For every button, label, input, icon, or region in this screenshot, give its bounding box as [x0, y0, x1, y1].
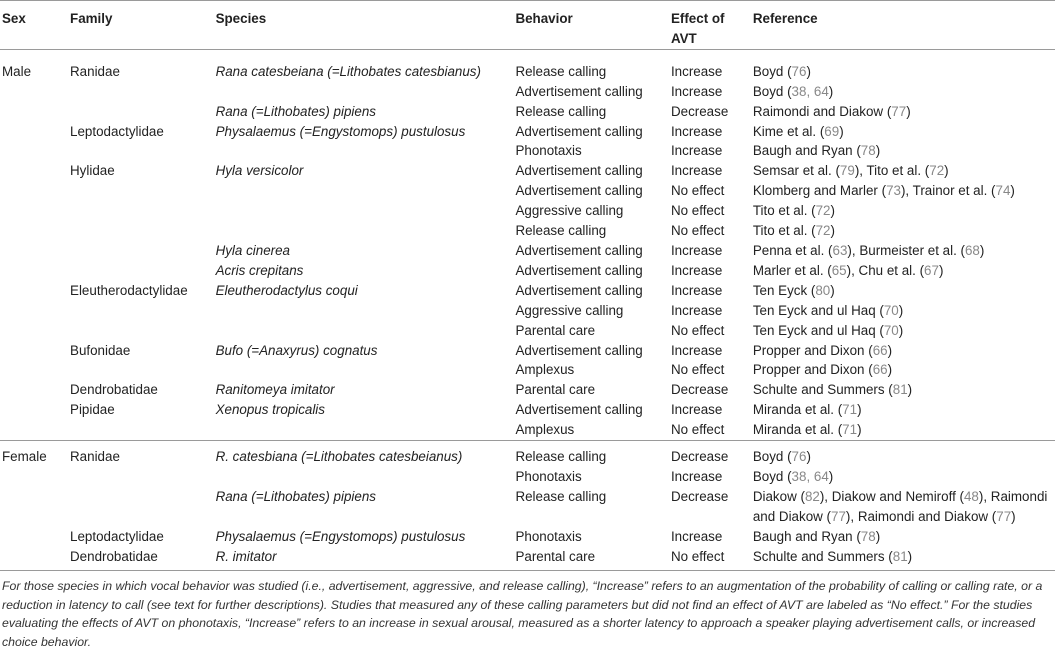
cell-sex: [0, 400, 68, 420]
cell-family: [68, 360, 214, 380]
cell-reference: [751, 441, 1055, 467]
cell-effect: No effect: [670, 183, 725, 199]
cell-family: [68, 420, 214, 440]
cell-sex: [0, 102, 68, 122]
cell-sex: [0, 380, 68, 400]
reference-author: Diakow (: [752, 488, 805, 504]
cell-effect: Increase: [670, 123, 723, 139]
cell-effect: No effect: [670, 362, 725, 378]
cell-sex: [0, 487, 68, 527]
cell-species: [214, 201, 514, 221]
reference-author: Ten Eyck and ul Haq (: [752, 322, 884, 338]
header-species: Species: [215, 11, 267, 26]
cell-family: Eleutherodactylidae: [70, 282, 188, 298]
cell-sex: Female: [2, 449, 47, 465]
reference-number: 77: [891, 103, 907, 119]
cell-sex: Male: [2, 63, 32, 79]
cell-family: [68, 221, 214, 241]
cell-sex: [0, 281, 68, 301]
reference-author: Miranda et al. (: [752, 422, 843, 438]
cell-family: [68, 102, 214, 122]
cell-sex: [0, 341, 68, 361]
reference-author: Ten Eyck and ul Haq (: [752, 302, 884, 318]
cell-reference: [751, 181, 1055, 201]
cell-sex: [0, 122, 68, 142]
cell-reference: [751, 487, 1055, 527]
reference-author: Boyd (: [752, 468, 792, 484]
cell-species: Ranitomeya imitator: [215, 382, 335, 398]
cell-family: Dendrobatidae: [70, 548, 158, 564]
reference-number: 48: [963, 488, 979, 504]
cell-species: Bufo (=Anaxyrus) cognatus: [215, 342, 378, 358]
cell-species: Physalaemus (=Engystomops) pustulosus: [215, 528, 466, 544]
cell-behavior: Advertisement calling: [515, 242, 643, 258]
cell-reference: [751, 201, 1055, 221]
cell-family: [68, 301, 214, 321]
reference-author: Burmeister et al. (: [859, 242, 965, 258]
table-row: [0, 122, 1055, 142]
cell-sex: [0, 161, 68, 181]
cell-effect: Increase: [670, 342, 723, 358]
cell-species: R. catesbiana (=Lithobates catesbeianus): [215, 449, 463, 465]
cell-species: [214, 221, 514, 241]
reference-author: Tito et al. (: [866, 163, 930, 179]
reference-number: 66: [872, 362, 888, 378]
header-effect-line2: AVT: [670, 30, 697, 46]
cell-reference: [751, 321, 1055, 341]
cell-behavior: Phonotaxis: [515, 528, 582, 544]
reference-close: ): [839, 123, 844, 139]
cell-reference: [751, 467, 1055, 487]
table-row: [0, 321, 1055, 341]
cell-behavior: Aggressive calling: [515, 302, 624, 318]
cell-species: [214, 181, 514, 201]
cell-effect: Increase: [670, 468, 723, 484]
cell-species: [214, 141, 514, 161]
reference-close: ): [898, 302, 904, 318]
table-row: [0, 141, 1055, 161]
cell-behavior: Advertisement calling: [515, 262, 643, 278]
reference-number: 71: [842, 422, 858, 438]
cell-effect: Decrease: [670, 382, 729, 398]
header-row: [0, 1, 1055, 50]
reference-author: Boyd (: [752, 63, 792, 79]
cell-behavior: Phonotaxis: [515, 468, 582, 484]
reference-number: 72: [815, 203, 831, 219]
reference-number: 72: [815, 223, 831, 239]
cell-effect: Increase: [670, 163, 723, 179]
cell-behavior: Advertisement calling: [515, 123, 643, 139]
table-row: [0, 49, 1055, 81]
cell-sex: [0, 527, 68, 547]
cell-family: Leptodactylidae: [70, 123, 164, 139]
cell-effect: Increase: [670, 63, 723, 79]
cell-effect: Decrease: [670, 488, 729, 504]
cell-family: [68, 201, 214, 221]
cell-reference: [751, 161, 1055, 181]
reference-close: ): [887, 362, 893, 378]
reference-close: ): [1010, 183, 1015, 199]
table-row: [0, 281, 1055, 301]
table-row: [0, 241, 1055, 261]
reference-author: Chu et al. (: [858, 262, 925, 278]
reference-number: 78: [860, 528, 876, 544]
reference-author: Baugh and Ryan (: [752, 528, 861, 544]
cell-effect: No effect: [670, 203, 725, 219]
cell-reference: [751, 122, 1055, 142]
header-reference: Reference: [752, 11, 818, 26]
table-row: [0, 221, 1055, 241]
cell-reference: [751, 420, 1055, 440]
cell-effect: Increase: [670, 83, 723, 99]
cell-family: [68, 241, 214, 261]
cell-effect: Increase: [670, 282, 723, 298]
cell-species: [214, 467, 514, 487]
cell-behavior: Advertisement calling: [515, 342, 643, 358]
reference-author: Diakow and Nemiroff (: [831, 488, 964, 504]
reference-number: 81: [892, 382, 908, 398]
cell-sex: [0, 420, 68, 440]
reference-close: ): [938, 262, 944, 278]
cell-family: Dendrobatidae: [70, 382, 158, 398]
reference-number: 80: [815, 282, 831, 298]
cell-behavior: Amplexus: [515, 362, 575, 378]
reference-close: ),: [854, 163, 867, 179]
reference-author: Propper and Dixon (: [752, 362, 873, 378]
table-row: [0, 161, 1055, 181]
table-row: [0, 102, 1055, 122]
reference-close: ): [875, 528, 881, 544]
cell-family: [68, 82, 214, 102]
cell-species: Rana catesbeiana (=Lithobates catesbianus): [215, 63, 481, 79]
reference-number: 68: [964, 242, 980, 258]
cell-species: Eleutherodactylus coqui: [215, 282, 358, 298]
reference-close: ),: [978, 488, 991, 504]
reference-close: ): [979, 242, 985, 258]
cell-reference: [751, 281, 1055, 301]
table-row: [0, 181, 1055, 201]
cell-sex: [0, 301, 68, 321]
reference-number: 74: [995, 183, 1011, 199]
cell-effect: No effect: [670, 548, 725, 564]
cell-sex: [0, 241, 68, 261]
cell-behavior: Advertisement calling: [515, 83, 643, 99]
reference-close: ): [828, 83, 834, 99]
reference-number: 82: [804, 488, 820, 504]
header-sex: Sex: [2, 11, 26, 26]
reference-author: Semsar et al. (: [752, 163, 840, 179]
reference-number: 69: [824, 123, 840, 139]
reference-author: Boyd (: [752, 449, 792, 465]
cell-behavior: Release calling: [515, 488, 607, 504]
table-row: [0, 467, 1055, 487]
cell-behavior: Aggressive calling: [515, 203, 624, 219]
cell-reference: [751, 527, 1055, 547]
table-row: [0, 527, 1055, 547]
cell-reference: [751, 261, 1055, 281]
reference-number: 73: [886, 183, 901, 199]
cell-behavior: Release calling: [515, 223, 607, 239]
reference-close: ): [806, 449, 811, 465]
cell-sex: [0, 261, 68, 281]
reference-author: Baugh and Ryan (: [752, 143, 861, 159]
cell-behavior: Parental care: [515, 382, 596, 398]
cell-species: Acris crepitans: [215, 262, 304, 278]
table-row: [0, 547, 1055, 571]
cell-effect: Increase: [670, 302, 723, 318]
cell-behavior: Advertisement calling: [515, 163, 643, 179]
cell-effect: Increase: [670, 143, 723, 159]
header-behavior: Behavior: [515, 11, 573, 26]
header-family: Family: [70, 11, 113, 26]
cell-family: [68, 181, 214, 201]
cell-species: Hyla cinerea: [215, 242, 290, 258]
cell-reference: [751, 380, 1055, 400]
reference-number: 81: [892, 548, 908, 564]
reference-author: Klomberg and Marler (: [752, 183, 887, 199]
reference-close: ): [875, 143, 881, 159]
table-header: [0, 1, 1055, 50]
cell-sex: [0, 141, 68, 161]
reference-number: 71: [842, 402, 858, 418]
reference-number: 67: [924, 262, 939, 278]
cell-family: [68, 321, 214, 341]
table-footnote: For those species in which vocal behavior was studied (i.e., advertisement, aggressive, and release calling), “Increase” refers to an augmentation of the probability of calling or calling rate, or a reduction in latency to call (see text for further descriptions). Studies that measured any of these calling parameters but did not find an effect of AVT are labeled as “No effect.” For the studies evaluating the effects of AVT on phonotaxis, “Increase” refers to an increase in sexual arousal, measured as a shorter latency to approach a speaker playing advertisement calls, or increased choice behavior.: [2, 579, 1043, 649]
reference-number: 79: [839, 163, 855, 179]
reference-close: ): [907, 382, 913, 398]
table-row: [0, 341, 1055, 361]
table-row: [0, 441, 1055, 467]
cell-family: Pipidae: [70, 402, 115, 418]
reference-author: Tito et al. (: [752, 223, 816, 239]
cell-family: Bufonidae: [70, 342, 131, 358]
cell-species: [214, 321, 514, 341]
cell-species: Xenopus tropicalis: [215, 402, 325, 418]
cell-effect: Increase: [670, 262, 723, 278]
header-effect: [669, 1, 751, 50]
cell-family: Ranidae: [70, 449, 120, 465]
cell-family: [68, 141, 214, 161]
reference-close: ): [906, 103, 911, 119]
cell-behavior: Release calling: [515, 449, 607, 465]
cell-sex: [0, 181, 68, 201]
cell-species: Rana (=Lithobates) pipiens: [215, 103, 376, 119]
reference-number: 77: [831, 508, 846, 524]
reference-close: ): [898, 322, 904, 338]
reference-close: ): [830, 282, 835, 298]
table-row: [0, 82, 1055, 102]
table-row: [0, 201, 1055, 221]
reference-close: ): [944, 163, 949, 179]
cell-reference: [751, 360, 1055, 380]
cell-behavior: Advertisement calling: [515, 402, 643, 418]
cell-sex: [0, 201, 68, 221]
cell-sex: [0, 82, 68, 102]
cell-effect: No effect: [670, 422, 725, 438]
reference-author: Raimondi and Diakow (: [752, 488, 1048, 524]
table-row: [0, 420, 1055, 440]
cell-effect: No effect: [670, 223, 725, 239]
female-group: [0, 441, 1055, 571]
cell-reference: [751, 341, 1055, 361]
reference-close: ): [857, 422, 862, 438]
reference-number: 76: [791, 449, 807, 465]
cell-reference: [751, 400, 1055, 420]
cell-reference: [751, 301, 1055, 321]
reference-close: ),: [847, 242, 860, 258]
reference-close: ): [830, 223, 835, 239]
reference-number: 38, 64: [791, 468, 829, 484]
cell-reference: [751, 141, 1055, 161]
reference-close: ): [857, 402, 862, 418]
reference-close: ): [806, 63, 811, 79]
cell-reference: [751, 102, 1055, 122]
cell-species: [214, 301, 514, 321]
table-row: [0, 301, 1055, 321]
cell-reference: [751, 221, 1055, 241]
reference-author: Schulte and Summers (: [752, 548, 893, 564]
cell-species: Hyla versicolor: [215, 163, 304, 179]
cell-family: [68, 487, 214, 527]
cell-behavior: Phonotaxis: [515, 143, 582, 159]
reference-author: Trainor et al. (: [912, 183, 996, 199]
cell-behavior: Advertisement calling: [515, 183, 643, 199]
cell-behavior: Release calling: [515, 63, 607, 79]
cell-reference: [751, 49, 1055, 81]
reference-author: Penna et al. (: [752, 242, 833, 258]
reference-author: Marler et al. (: [752, 262, 832, 278]
cell-sex: [0, 547, 68, 571]
table-row: [0, 380, 1055, 400]
reference-number: 78: [860, 143, 876, 159]
cell-reference: [751, 82, 1055, 102]
cell-species: [214, 360, 514, 380]
reference-number: 70: [883, 302, 899, 318]
reference-author: Kime et al. (: [752, 123, 825, 139]
male-group: [0, 49, 1055, 440]
cell-sex: [0, 321, 68, 341]
reference-close: ): [830, 203, 835, 219]
cell-behavior: Release calling: [515, 103, 607, 119]
cell-effect: Increase: [670, 402, 723, 418]
reference-author: Boyd (: [752, 83, 792, 99]
cell-species: [214, 420, 514, 440]
reference-author: Raimondi and Diakow (: [857, 508, 997, 524]
cell-sex: [0, 467, 68, 487]
reference-close: ): [887, 342, 893, 358]
reference-number: 70: [883, 322, 899, 338]
reference-close: ): [1011, 508, 1016, 524]
header-effect-line1: Effect of: [670, 11, 725, 26]
table-row: [0, 400, 1055, 420]
cell-species: Physalaemus (=Engystomops) pustulosus: [215, 123, 466, 139]
cell-effect: Increase: [670, 528, 723, 544]
reference-author: Ten Eyck (: [752, 282, 816, 298]
cell-sex: [0, 221, 68, 241]
cell-behavior: Parental care: [515, 322, 596, 338]
reference-close: ),: [900, 183, 913, 199]
reference-author: Tito et al. (: [752, 203, 816, 219]
cell-family: [68, 261, 214, 281]
reference-number: 38, 64: [791, 83, 829, 99]
reference-close: ),: [845, 508, 858, 524]
reference-close: ): [907, 548, 913, 564]
cell-reference: [751, 547, 1055, 571]
cell-reference: [751, 241, 1055, 261]
reference-author: Propper and Dixon (: [752, 342, 873, 358]
cell-sex: [0, 360, 68, 380]
cell-family: Hylidae: [70, 163, 115, 179]
cell-family: [68, 467, 214, 487]
reference-number: 63: [832, 242, 848, 258]
cell-species: [214, 82, 514, 102]
cell-effect: Increase: [670, 242, 723, 258]
reference-number: 66: [872, 342, 888, 358]
reference-close: ): [828, 468, 834, 484]
table-row: [0, 487, 1055, 527]
cell-family: Leptodactylidae: [70, 528, 164, 544]
reference-author: Raimondi and Diakow (: [752, 103, 892, 119]
reference-close: ),: [846, 262, 859, 278]
cell-behavior: Amplexus: [515, 422, 575, 438]
reference-author: Miranda et al. (: [752, 402, 843, 418]
cell-behavior: Advertisement calling: [515, 282, 643, 298]
cell-effect: Decrease: [670, 103, 729, 119]
reference-author: Schulte and Summers (: [752, 382, 893, 398]
reference-number: 65: [831, 262, 847, 278]
cell-effect: Decrease: [670, 449, 729, 465]
cell-family: Ranidae: [70, 63, 120, 79]
reference-close: ),: [819, 488, 832, 504]
table-row: [0, 261, 1055, 281]
cell-species: R. imitator: [215, 548, 277, 564]
reference-number: 72: [929, 163, 945, 179]
table-row: [0, 360, 1055, 380]
cell-effect: No effect: [670, 322, 725, 338]
reference-number: 76: [791, 63, 807, 79]
reference-number: 77: [996, 508, 1012, 524]
cell-species: Rana (=Lithobates) pipiens: [215, 488, 376, 504]
cell-behavior: Parental care: [515, 548, 596, 564]
